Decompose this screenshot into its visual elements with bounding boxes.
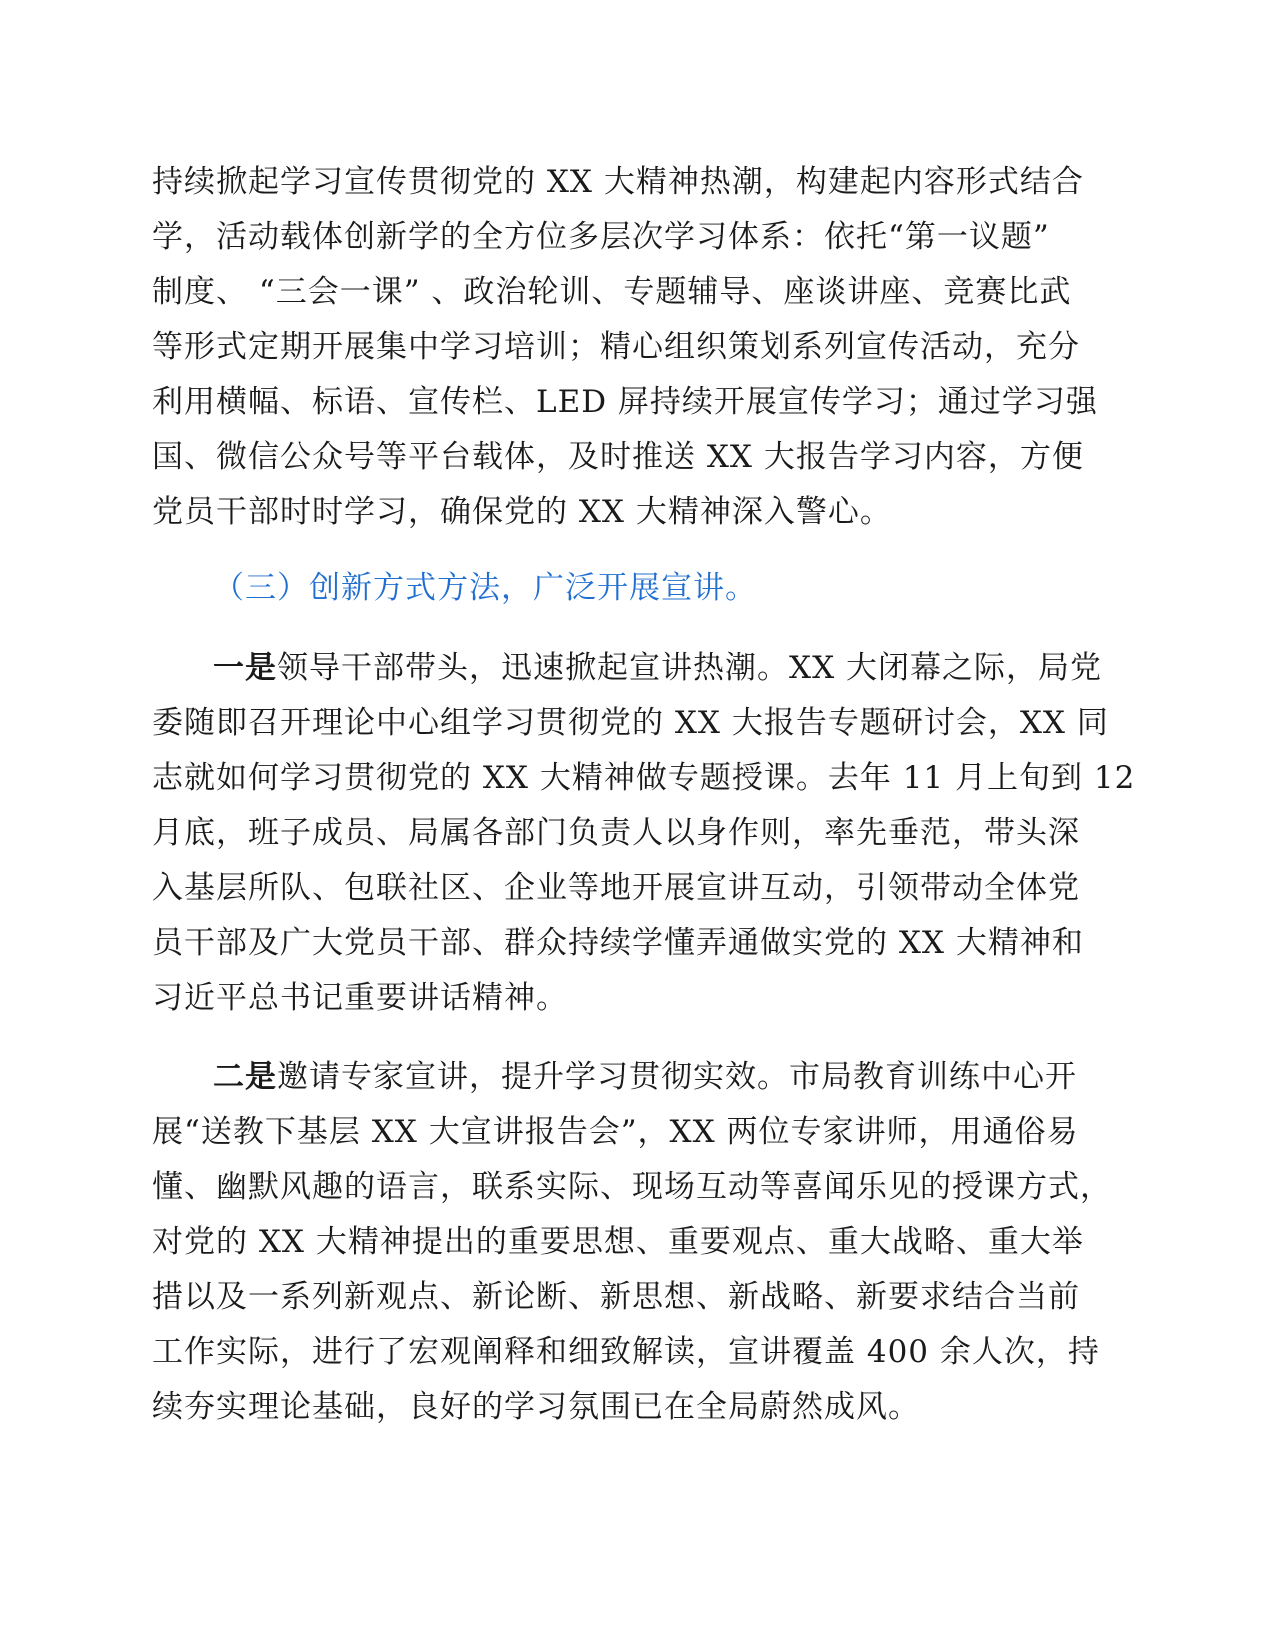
paragraph-first-line (213, 648, 1102, 688)
paragraph-line: 懂、幽默风趣的语言，联系实际、现场互动等喜闻乐见的授课方式， (152, 1169, 1112, 1205)
paragraph-line: 委随即召开理论中心组学习贯彻党的 XX 大报告专题研讨会，XX 同 (152, 705, 1109, 741)
paragraph-lead: 一是 (213, 650, 277, 686)
paragraph-line: 等形式定期开展集中学习培训；精心组织策划系列宣传活动，充分 (152, 329, 1080, 365)
paragraph-line: 月底，班子成员、局属各部门负责人以身作则，率先垂范，带头深 (152, 815, 1080, 851)
paragraph-line: 党员干部时时学习，确保党的 XX 大精神深入警心。 (152, 494, 892, 530)
paragraph-lead: 二是 (213, 1059, 277, 1095)
paragraph-line: 对党的 XX 大精神提出的重要思想、重要观点、重大战略、重大举 (152, 1224, 1084, 1260)
paragraph-line: 入基层所队、包联社区、企业等地开展宣讲互动，引领带动全体党 (152, 870, 1080, 906)
paragraph-first-line-text: 邀请专家宣讲，提升学习贯彻实效。市局教育训练中心开 (277, 1059, 1077, 1095)
paragraph-line: 续夯实理论基础，良好的学习氛围已在全局蔚然成风。 (152, 1389, 920, 1425)
paragraph-line: 持续掀起学习宣传贯彻党的 XX 大精神热潮，构建起内容形式结合 (152, 164, 1084, 200)
paragraph-line: 工作实际，进行了宏观阐释和细致解读，宣讲覆盖 400 余人次，持 (152, 1334, 1100, 1370)
paragraph-line: 习近平总书记重要讲话精神。 (152, 980, 568, 1016)
paragraph-line: 志就如何学习贯彻党的 XX 大精神做专题授课。去年 11 月上旬到 12 (152, 760, 1136, 796)
paragraph-first-line (213, 1057, 1077, 1097)
paragraph-line: 措以及一系列新观点、新论断、新思想、新战略、新要求结合当前 (152, 1279, 1080, 1315)
paragraph-first-line-text: 领导干部带头，迅速掀起宣讲热潮。XX 大闭幕之际，局党 (277, 650, 1102, 686)
paragraph-line: 利用横幅、标语、宣传栏、LED 屏持续开展宣传学习；通过学习强 (152, 384, 1098, 420)
paragraph-line: 学，活动载体创新学的全方位多层次学习体系：依托“第一议题” (152, 219, 1050, 255)
paragraph-line: 员干部及广大党员干部、群众持续学懂弄通做实党的 XX 大精神和 (152, 925, 1084, 961)
section-heading: （三）创新方式方法，广泛开展宣讲。 (213, 570, 757, 606)
paragraph-line: 展“送教下基层 XX 大宣讲报告会”，XX 两位专家讲师，用通俗易 (152, 1114, 1079, 1150)
paragraph-line: 国、微信公众号等平台载体，及时推送 XX 大报告学习内容，方便 (152, 439, 1084, 475)
paragraph-line: 制度、 “三会一课” 、政治轮训、专题辅导、座谈讲座、竞赛比武 (152, 274, 1072, 310)
